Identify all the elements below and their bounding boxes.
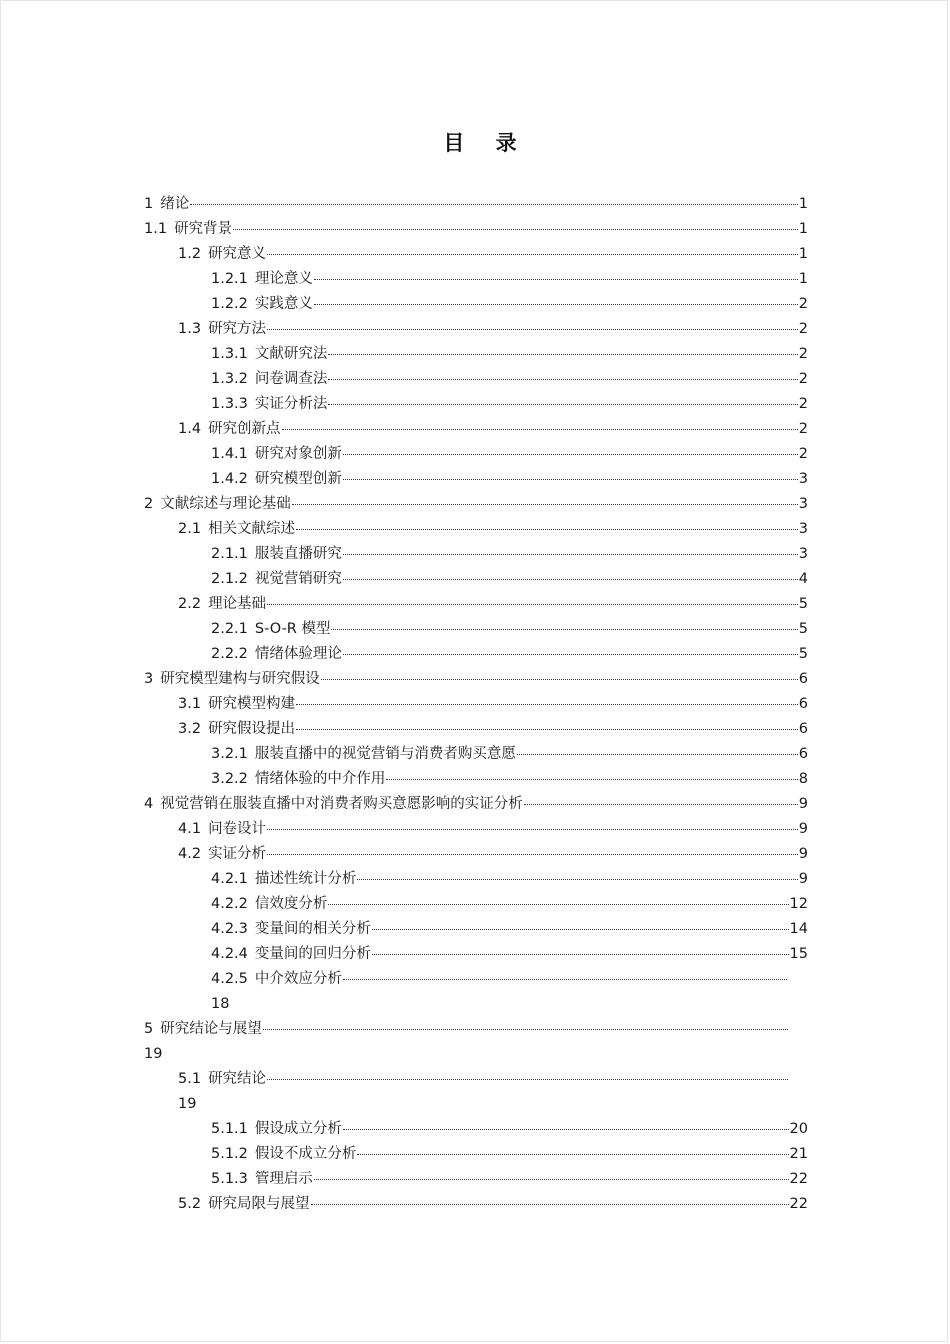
dot-leader	[314, 279, 798, 280]
toc-entry-page: 6	[798, 696, 808, 712]
dot-leader	[386, 779, 797, 780]
toc-entry-number: 5.1	[178, 1071, 202, 1087]
toc-entry[interactable]	[144, 194, 808, 214]
dot-leader	[314, 304, 798, 305]
toc-entry-number: 5.1.1	[211, 1121, 248, 1137]
toc-entry-title: 研究结论与展望	[160, 1021, 262, 1037]
toc-entry-number: 3.2.2	[211, 771, 248, 787]
dot-leader	[314, 1179, 789, 1180]
toc-entry-title: 假设成立分析	[254, 1121, 342, 1137]
toc-entry[interactable]	[144, 494, 808, 514]
toc-entry-page: 1	[798, 271, 808, 287]
toc-entry-title: 管理启示	[254, 1171, 313, 1187]
toc-entry-title: 研究方法	[208, 321, 267, 337]
toc-entry[interactable]	[144, 794, 808, 814]
toc-entry-title: 问卷设计	[208, 821, 267, 837]
dot-leader	[267, 1079, 788, 1080]
toc-entry-title: 实证分析	[208, 846, 267, 862]
toc-entry[interactable]	[178, 819, 808, 839]
toc-entry[interactable]	[178, 1194, 808, 1214]
toc-entry-number: 5.1.2	[211, 1146, 248, 1162]
toc-entry-page: 6	[798, 746, 808, 762]
toc-entry-title: 研究创新点	[208, 421, 281, 437]
toc-entry-title: S-O-R 模型	[254, 621, 331, 637]
toc-entry-number: 4.2.2	[211, 896, 248, 912]
dot-leader	[292, 504, 798, 505]
dot-leader	[267, 854, 798, 855]
toc-entry[interactable]	[211, 344, 808, 364]
toc-entry-page: 6	[798, 721, 808, 737]
toc-entry-page: 5	[798, 621, 808, 637]
toc-entry-page: 2	[798, 296, 808, 312]
dot-leader	[328, 354, 797, 355]
dot-leader	[311, 1204, 789, 1205]
dot-leader	[328, 379, 797, 380]
toc-entry-title: 实践意义	[254, 296, 313, 312]
dot-leader	[328, 404, 797, 405]
toc-entry-page: 2	[798, 421, 808, 437]
toc-entry-title: 研究模型构建	[208, 696, 296, 712]
toc-entry-number: 2.1.2	[211, 571, 248, 587]
toc-entry-title: 研究意义	[208, 246, 267, 262]
toc-entry[interactable]	[211, 769, 808, 789]
toc-entry-page: 5	[798, 646, 808, 662]
toc-entry[interactable]	[211, 544, 808, 564]
toc-entry-number: 5.2	[178, 1196, 202, 1212]
toc-entry-title: 相关文献综述	[208, 521, 296, 537]
toc-entry-page: 20	[789, 1121, 808, 1137]
dot-leader	[233, 229, 798, 230]
toc-entry-number: 1.4	[178, 421, 202, 437]
toc-entry-title: 描述性统计分析	[254, 871, 357, 887]
toc-entry[interactable]	[178, 694, 808, 714]
toc-entry-number: 1.3.2	[211, 371, 248, 387]
toc-entry[interactable]	[144, 1019, 789, 1039]
toc-entry-page: 18	[211, 996, 230, 1012]
toc-entry[interactable]	[211, 394, 808, 414]
toc-entry-number: 1.3	[178, 321, 202, 337]
toc-entry-page: 3	[798, 521, 808, 537]
toc-entry[interactable]	[178, 419, 808, 439]
toc-entry-number: 2.1	[178, 521, 202, 537]
dot-leader	[296, 729, 798, 730]
toc-entry-title: 视觉营销研究	[254, 571, 342, 587]
toc-entry-title: 变量间的回归分析	[254, 946, 371, 962]
toc-entry[interactable]	[211, 894, 808, 914]
toc-entry[interactable]	[144, 669, 808, 689]
dot-leader	[296, 704, 798, 705]
toc-entry-number: 1.3.1	[211, 346, 248, 362]
toc-entry[interactable]	[211, 1169, 808, 1189]
dot-leader	[343, 454, 798, 455]
toc-entry-number: 4.2.3	[211, 921, 248, 937]
toc-entry-number: 1	[144, 196, 154, 212]
toc-entry-number: 3.2	[178, 721, 202, 737]
toc-entry-number: 1.2.2	[211, 296, 248, 312]
toc-entry-page: 2	[798, 396, 808, 412]
toc-entry-title: 研究对象创新	[254, 446, 342, 462]
toc-entry-number: 2.2	[178, 596, 202, 612]
dot-leader	[357, 1154, 788, 1155]
dot-leader	[343, 554, 798, 555]
toc-entry-number: 5	[144, 1021, 154, 1037]
toc-entry-page: 9	[798, 796, 808, 812]
toc-entry-number: 1.3.3	[211, 396, 248, 412]
toc-entry[interactable]	[211, 444, 808, 464]
toc-entry-title: 研究局限与展望	[208, 1196, 310, 1212]
dot-leader	[372, 954, 789, 955]
toc-entry-number: 3.2.1	[211, 746, 248, 762]
toc-entry-title: 研究假设提出	[208, 721, 296, 737]
toc-entry[interactable]	[211, 1144, 808, 1164]
toc-entry-title: 研究模型建构与研究假设	[160, 671, 320, 687]
toc-entry[interactable]	[211, 294, 808, 314]
toc-entry-title: 情绪体验理论	[254, 646, 342, 662]
dot-leader	[267, 604, 798, 605]
toc-entry-page: 14	[789, 921, 808, 937]
toc-entry-title: 研究背景	[174, 221, 233, 237]
dot-leader	[524, 804, 798, 805]
dot-leader	[343, 654, 798, 655]
toc-entry-title: 信效度分析	[254, 896, 328, 912]
toc-entry-title: 理论基础	[208, 596, 267, 612]
toc-entry-title: 视觉营销在服装直播中对消费者购买意愿影响的实证分析	[160, 796, 523, 812]
toc-entry-page: 22	[789, 1196, 808, 1212]
toc-entry-number: 3	[144, 671, 154, 687]
toc-entry-title: 中介效应分析	[254, 971, 342, 987]
dot-leader	[296, 529, 798, 530]
toc-entry-title: 变量间的相关分析	[254, 921, 371, 937]
toc-entry-page: 19	[178, 1096, 197, 1112]
toc-entry[interactable]	[178, 319, 808, 339]
toc-entry-page: 22	[789, 1171, 808, 1187]
toc-entry[interactable]	[211, 919, 808, 939]
toc-entry-title: 理论意义	[254, 271, 313, 287]
toc-entry-page: 19	[144, 1046, 163, 1062]
dot-leader	[190, 204, 798, 205]
toc-entry-number: 2.2.1	[211, 621, 248, 637]
toc-entry-page: 5	[798, 596, 808, 612]
toc-entry-number: 2	[144, 496, 154, 512]
toc-entry-number: 1.4.2	[211, 471, 248, 487]
toc-entry-page: 9	[798, 821, 808, 837]
toc-entry-number: 4.2.5	[211, 971, 248, 987]
toc-entry-page: 9	[798, 871, 808, 887]
toc-entry-title: 问卷调查法	[254, 371, 328, 387]
toc-entry-page: 3	[798, 471, 808, 487]
toc-entry[interactable]	[211, 644, 808, 664]
toc-entry-title: 绪论	[160, 196, 190, 212]
dot-leader	[517, 754, 798, 755]
toc-entry-page: 12	[789, 896, 808, 912]
toc-entry-page: 2	[798, 346, 808, 362]
toc-entry-page: 3	[798, 546, 808, 562]
toc-entry-title: 文献综述与理论基础	[160, 496, 291, 512]
dot-leader	[267, 329, 798, 330]
toc-entry-number: 3.1	[178, 696, 202, 712]
toc-entry-number: 5.1.3	[211, 1171, 248, 1187]
toc-entry-title: 情绪体验的中介作用	[254, 771, 386, 787]
toc-entry-page: 3	[798, 496, 808, 512]
toc-entry-number: 1.1	[144, 221, 168, 237]
toc-entry[interactable]	[211, 369, 808, 389]
toc-entry-page: 6	[798, 671, 808, 687]
toc-entry-page: 1	[798, 196, 808, 212]
dot-leader	[343, 479, 798, 480]
toc-title: 目 录	[443, 131, 529, 155]
toc-entry[interactable]	[211, 1119, 808, 1139]
toc-entry-page: 4	[798, 571, 808, 587]
toc-entry[interactable]	[178, 244, 808, 264]
toc-entry-page: 2	[798, 446, 808, 462]
dot-leader	[372, 929, 789, 930]
toc-entry-number: 4.2.1	[211, 871, 248, 887]
toc-entry-title: 文献研究法	[254, 346, 328, 362]
toc-entry-number: 4.2.4	[211, 946, 248, 962]
toc-entry-number: 2.2.2	[211, 646, 248, 662]
toc-entry-number: 1.2.1	[211, 271, 248, 287]
toc-entry-title: 假设不成立分析	[254, 1146, 357, 1162]
dot-leader	[267, 829, 798, 830]
toc-entry-page: 9	[798, 846, 808, 862]
toc-entry-number: 4.2	[178, 846, 202, 862]
toc-entry[interactable]	[178, 519, 808, 539]
dot-leader	[343, 979, 787, 980]
dot-leader	[267, 254, 798, 255]
toc-entry[interactable]	[178, 719, 808, 739]
toc-entry[interactable]	[211, 469, 808, 489]
toc-entry[interactable]	[178, 1069, 789, 1089]
toc-entry[interactable]	[144, 219, 808, 239]
toc-entry-page: 21	[789, 1146, 808, 1162]
toc-entry-page: 15	[789, 946, 808, 962]
toc-entry[interactable]	[211, 569, 808, 589]
toc-entry[interactable]	[211, 869, 808, 889]
toc-entry-page: 2	[798, 321, 808, 337]
toc-entry[interactable]	[178, 594, 808, 614]
toc-entry-number: 4.1	[178, 821, 202, 837]
toc-entry-number: 1.2	[178, 246, 202, 262]
toc-entry-title: 服装直播研究	[254, 546, 342, 562]
toc-entry[interactable]	[211, 744, 808, 764]
toc-entry[interactable]	[211, 619, 808, 639]
dot-leader	[263, 1029, 788, 1030]
dot-leader	[343, 579, 798, 580]
toc-entry-page: 1	[798, 221, 808, 237]
dot-leader	[331, 629, 797, 630]
toc-entry-title: 实证分析法	[254, 396, 328, 412]
toc-entry[interactable]	[178, 844, 808, 864]
dot-leader	[357, 879, 797, 880]
dot-leader	[321, 679, 798, 680]
toc-entry[interactable]	[211, 969, 788, 989]
toc-entry-number: 4	[144, 796, 154, 812]
toc-entry-number: 2.1.1	[211, 546, 248, 562]
dot-leader	[328, 904, 788, 905]
toc-entry-title: 研究模型创新	[254, 471, 342, 487]
dot-leader	[343, 1129, 789, 1130]
dot-leader	[282, 429, 798, 430]
toc-entry-title: 服装直播中的视觉营销与消费者购买意愿	[254, 746, 516, 762]
toc-entry-page: 2	[798, 371, 808, 387]
toc-entry-number: 1.4.1	[211, 446, 248, 462]
toc-entry-page: 8	[798, 771, 808, 787]
toc-entry[interactable]	[211, 269, 808, 289]
toc-entry-page: 1	[798, 246, 808, 262]
toc-entry-title: 研究结论	[208, 1071, 267, 1087]
toc-entry[interactable]	[211, 944, 808, 964]
